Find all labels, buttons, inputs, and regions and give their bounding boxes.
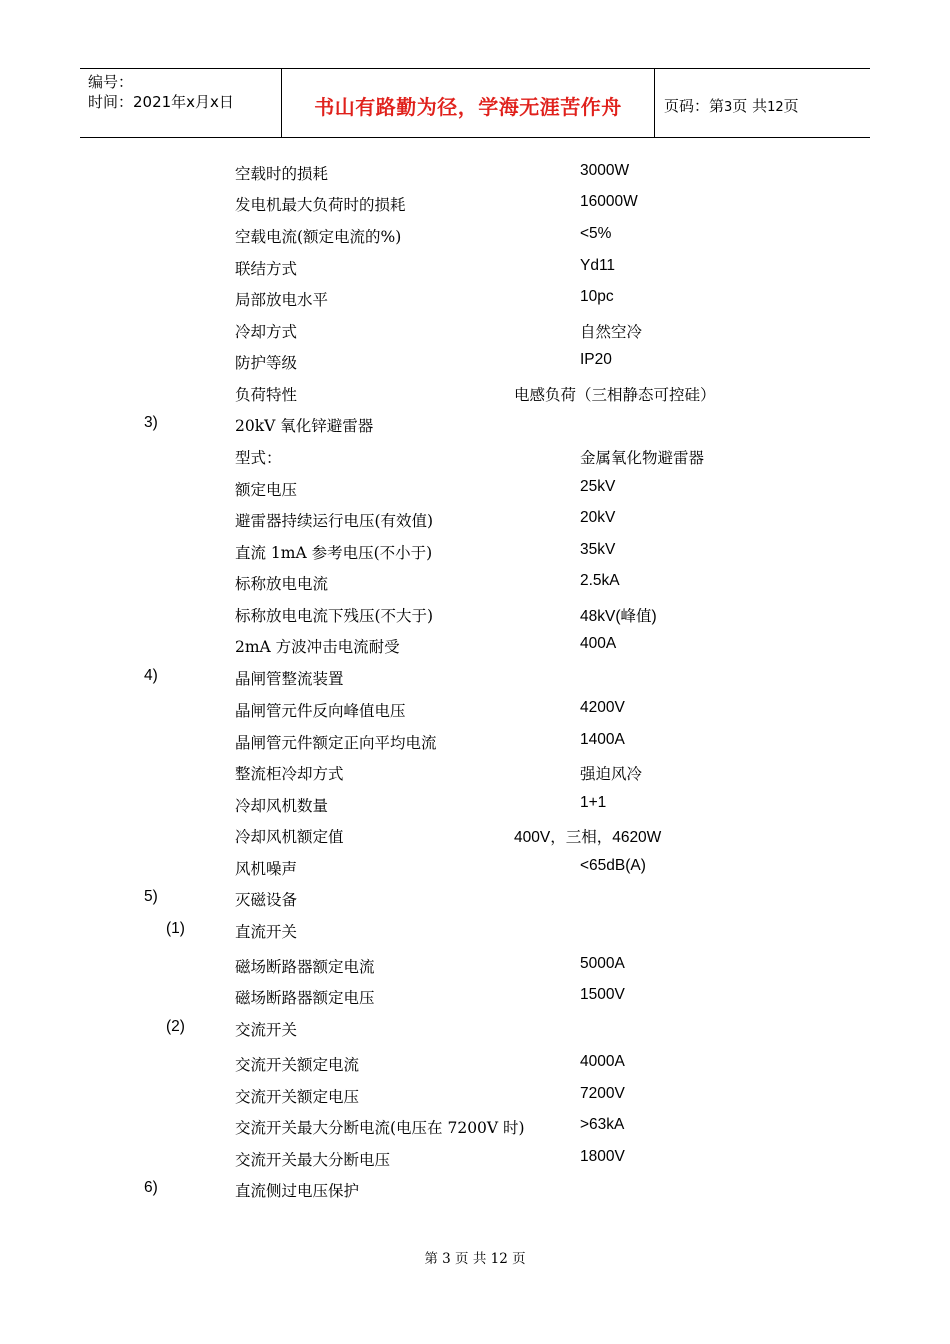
spec-row — [0, 794, 950, 816]
spec-row — [0, 635, 950, 657]
spec-value: 1+1 — [580, 794, 607, 811]
spec-label: 冷却风机额定值 — [235, 828, 344, 846]
spec-value: 7200V — [580, 1085, 625, 1102]
spec-row — [0, 193, 950, 215]
spec-row — [0, 162, 950, 184]
spec-label: 交流开关最大分断电压 — [235, 1151, 391, 1169]
spec-label: 晶闸管元件额定正向平均电流 — [235, 734, 437, 752]
header-middle-cell — [282, 69, 655, 137]
spec-value: 10pc — [580, 288, 614, 305]
spec-value: 400A — [580, 635, 617, 652]
page-suffix: 页 — [783, 97, 799, 115]
spec-value: 25kV — [580, 478, 616, 495]
spec-label: 交流开关最大分断电流(电压在 7200V 时) — [235, 1119, 525, 1137]
spec-label: 标称放电电流 — [235, 575, 329, 593]
spec-value: 48kV(峰值) — [580, 608, 657, 625]
spec-row — [0, 351, 950, 373]
spec-label: 风机噪声 — [235, 860, 298, 878]
section-number: 6) — [144, 1179, 158, 1196]
spec-row — [0, 762, 950, 784]
spec-row — [0, 541, 950, 563]
page-header — [80, 68, 870, 138]
spec-row — [0, 320, 950, 342]
spec-row — [0, 414, 950, 436]
page-total: 12 — [767, 100, 784, 115]
spec-label: 避雷器持续运行电压(有效值) — [235, 512, 434, 530]
spec-row — [0, 257, 950, 279]
spec-row — [0, 1179, 950, 1201]
section-number: 3) — [144, 414, 158, 431]
spec-label: 直流侧过电压保护 — [235, 1182, 360, 1200]
spec-row — [0, 478, 950, 500]
spec-row — [0, 1148, 950, 1170]
spec-label: 冷却风机数量 — [235, 797, 329, 815]
spec-label: 冷却方式 — [235, 323, 298, 341]
spec-label: 负荷特性 — [235, 386, 298, 404]
spec-row — [0, 986, 950, 1008]
spec-value: IP20 — [580, 351, 612, 368]
spec-value: 4200V — [580, 699, 625, 716]
spec-row — [0, 1018, 950, 1040]
spec-row — [0, 572, 950, 594]
header-right-cell — [655, 69, 870, 137]
document-time-label: 时间：2021年x月x日 — [88, 93, 234, 111]
spec-label: 交流开关额定电流 — [235, 1056, 360, 1074]
spec-value: 2.5kA — [580, 572, 620, 589]
spec-label: 晶闸管元件反向峰值电压 — [235, 702, 406, 720]
spec-value: Yd11 — [580, 257, 616, 274]
spec-value: 1800V — [580, 1148, 625, 1165]
spec-value: 电感负荷（三相静态可控硅） — [514, 386, 716, 404]
spec-value: 自然空冷 — [580, 323, 643, 341]
document-code-label: 编号： — [88, 73, 134, 91]
spec-row — [0, 1085, 950, 1107]
spec-row — [0, 509, 950, 531]
spec-row — [0, 667, 950, 689]
header-page-info — [664, 95, 799, 116]
spec-value: 强迫风冷 — [580, 765, 643, 783]
spec-label: 交流开关额定电压 — [235, 1088, 360, 1106]
spec-value: 35kV — [580, 541, 616, 558]
subsection-number: (2) — [166, 1018, 185, 1035]
spec-value: 1500V — [580, 986, 625, 1003]
page-mid: 页 共 — [732, 97, 768, 115]
spec-label: 灭磁设备 — [235, 891, 298, 909]
spec-row — [0, 825, 950, 847]
header-motto: 书山有路勤为径，学海无涯苦作舟 — [314, 95, 622, 119]
spec-row — [0, 731, 950, 753]
spec-value: 金属氧化物避雷器 — [580, 449, 705, 467]
spec-value: 5000A — [580, 955, 625, 972]
spec-value: <5% — [580, 225, 612, 242]
spec-value: 20kV — [580, 509, 616, 526]
spec-value: >63kA — [580, 1116, 625, 1133]
spec-label: 交流开关 — [235, 1021, 298, 1039]
subsection-number: (1) — [166, 920, 185, 937]
spec-row — [0, 920, 950, 942]
spec-label: 标称放电电流下残压(不大于) — [235, 607, 434, 625]
spec-label: 型式： — [235, 449, 282, 467]
spec-label: 额定电压 — [235, 481, 298, 499]
spec-value: 3000W — [580, 162, 630, 179]
spec-label: 2mA 方波冲击电流耐受 — [235, 638, 400, 656]
spec-value: 400V，三相，4620W — [514, 829, 662, 846]
spec-label: 直流开关 — [235, 923, 298, 941]
page-prefix: 页码：第 — [664, 97, 725, 115]
spec-label: 联结方式 — [235, 260, 298, 278]
section-number: 4) — [144, 667, 158, 684]
page-footer: 第 3 页 共 12 页 — [424, 1251, 526, 1267]
spec-label: 空载时的损耗 — [235, 165, 329, 183]
spec-row — [0, 1053, 950, 1075]
spec-label: 防护等级 — [235, 354, 298, 372]
section-number: 5) — [144, 888, 158, 905]
spec-row — [0, 699, 950, 721]
spec-label: 发电机最大负荷时的损耗 — [235, 196, 406, 214]
spec-row — [0, 446, 950, 468]
spec-row — [0, 383, 950, 405]
spec-row — [0, 888, 950, 910]
spec-label: 磁场断路器额定电流 — [235, 958, 375, 976]
spec-label: 20kV 氧化锌避雷器 — [235, 417, 374, 435]
header-left-cell — [80, 69, 282, 137]
spec-row — [0, 604, 950, 626]
page-number: 3 — [724, 100, 733, 115]
spec-row — [0, 955, 950, 977]
spec-value: 1400A — [580, 731, 625, 748]
spec-value: 16000W — [580, 193, 638, 210]
spec-row — [0, 288, 950, 310]
spec-label: 晶闸管整流装置 — [235, 670, 344, 688]
spec-label: 磁场断路器额定电压 — [235, 989, 375, 1007]
spec-label: 局部放电水平 — [235, 291, 329, 309]
spec-row — [0, 857, 950, 879]
spec-value: <65dB(A) — [580, 857, 646, 874]
spec-label: 整流柜冷却方式 — [235, 765, 344, 783]
spec-row — [0, 1116, 950, 1138]
spec-label: 空载电流(额定电流的%) — [235, 228, 402, 246]
spec-row — [0, 225, 950, 247]
spec-value: 4000A — [580, 1053, 625, 1070]
spec-label: 直流 1mA 参考电压(不小于) — [235, 544, 433, 562]
